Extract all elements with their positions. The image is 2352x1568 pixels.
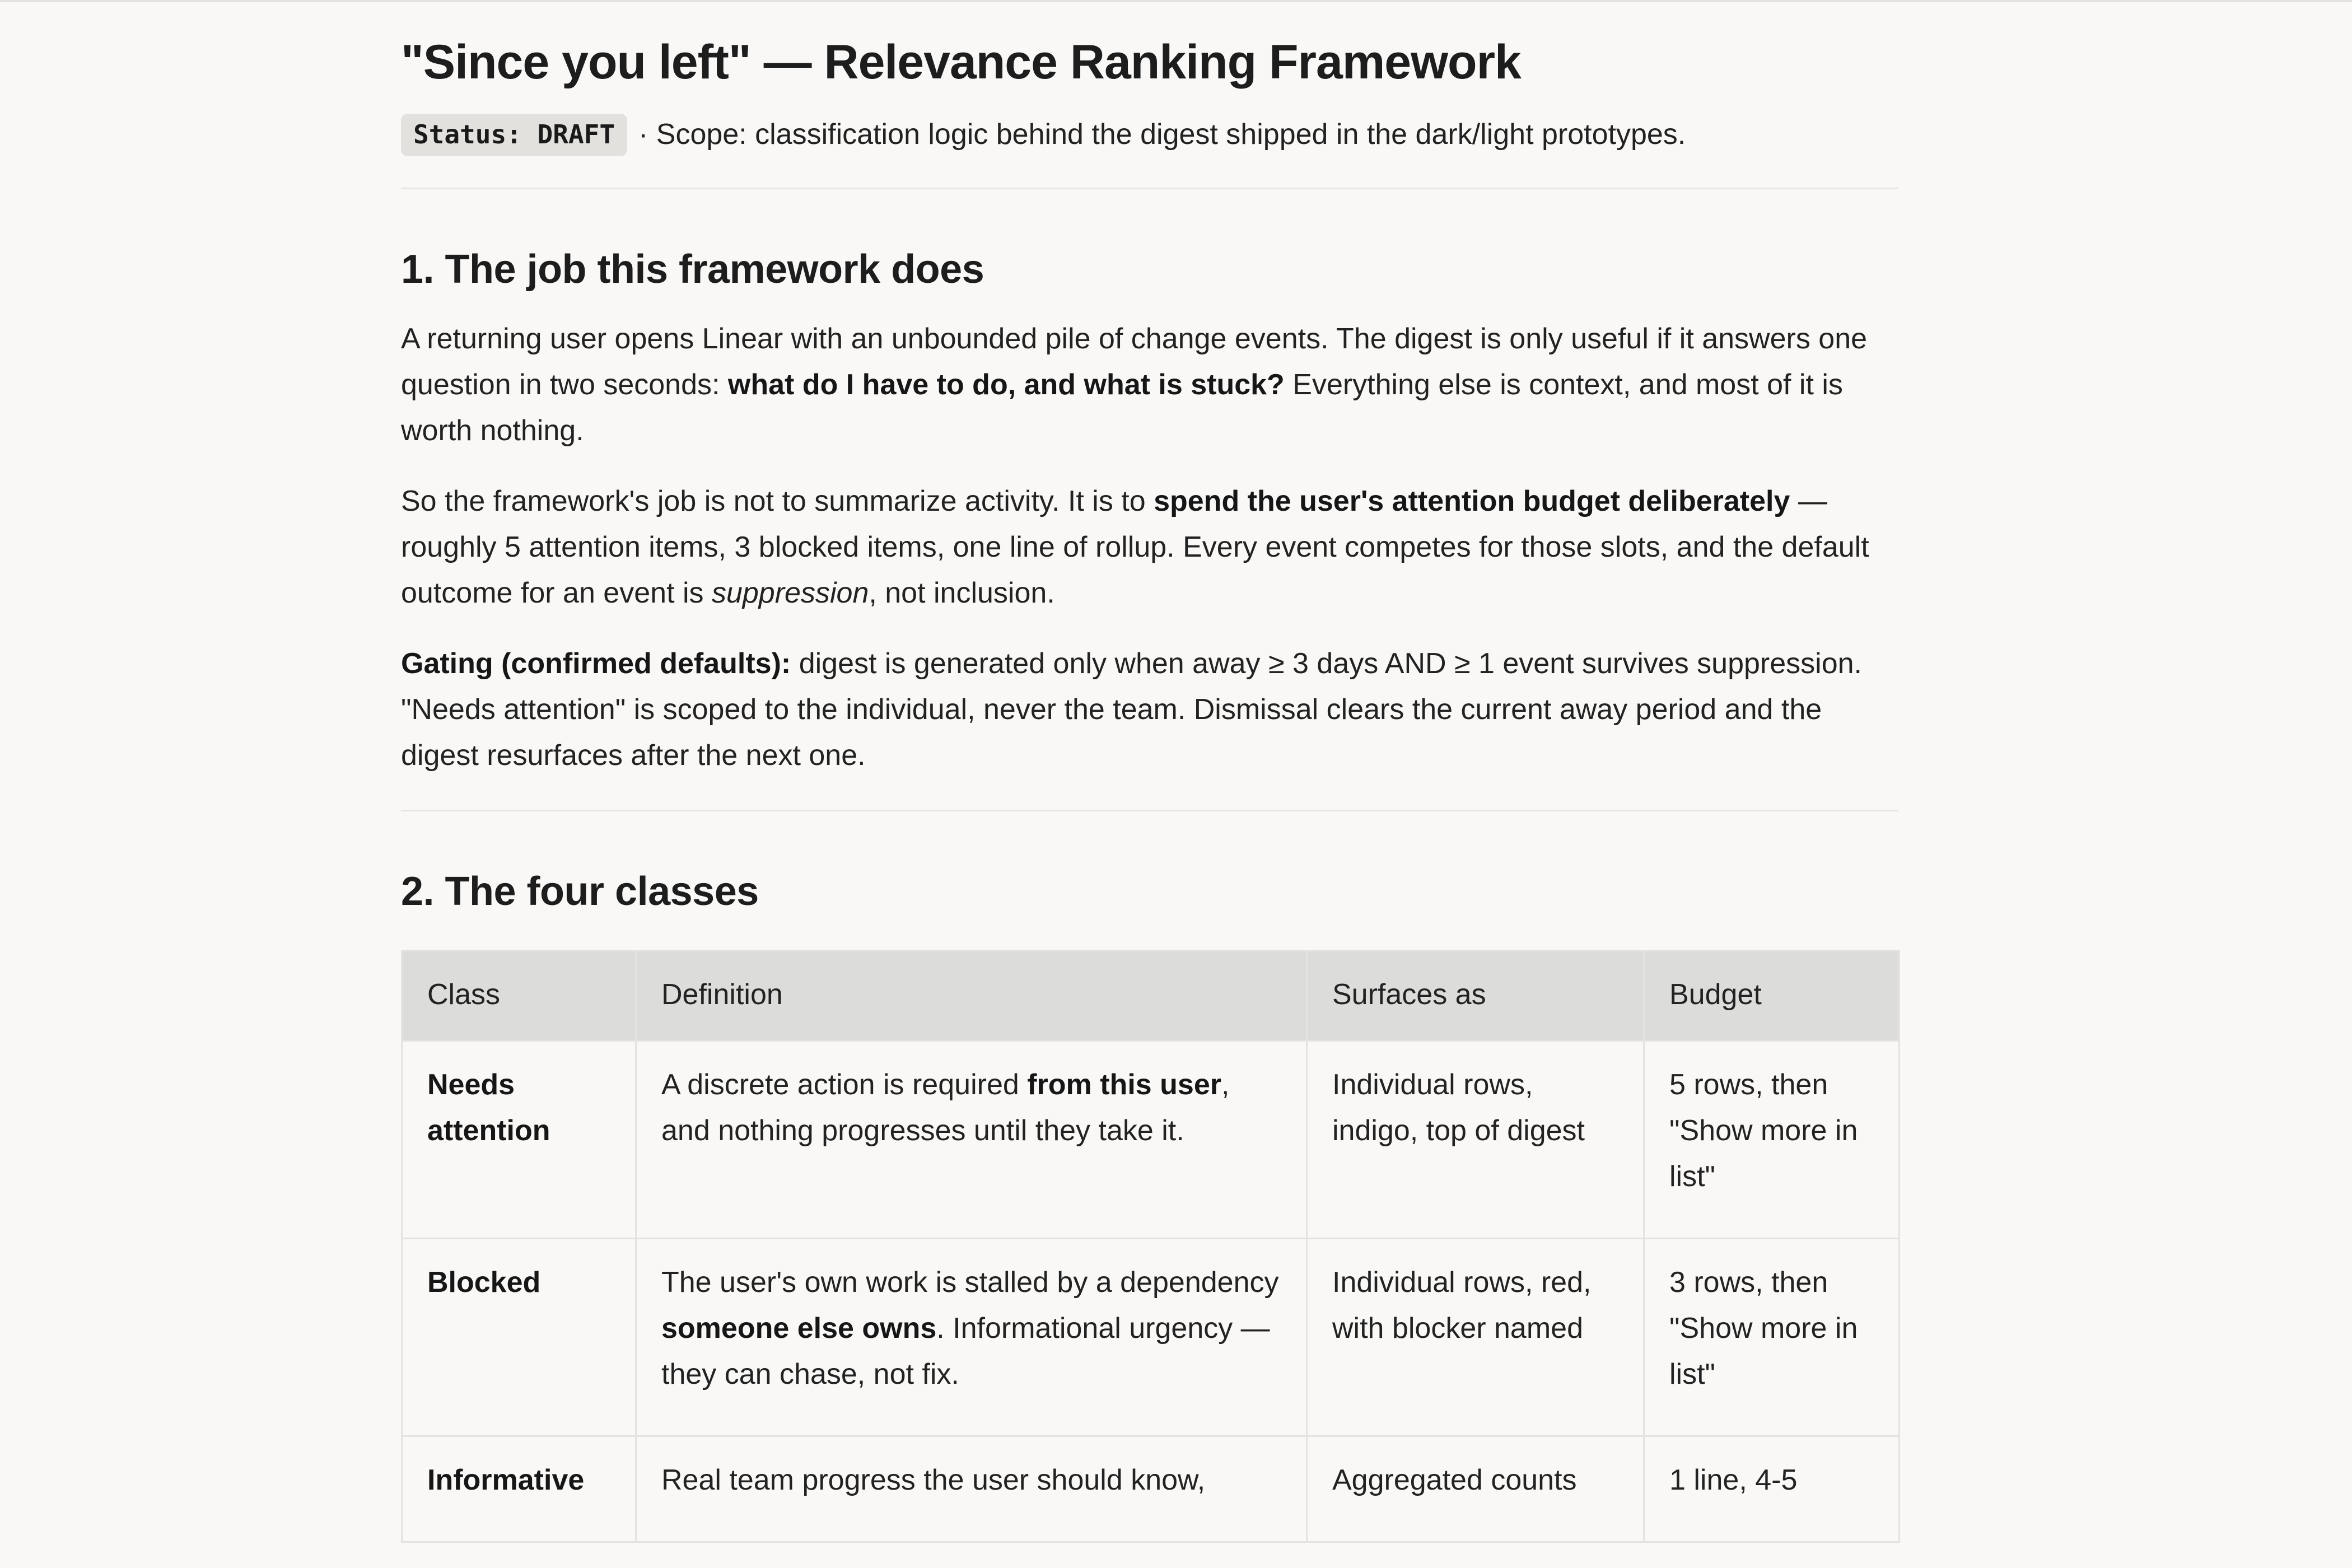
bold-text: spend the user's attention budget deliberately — [1154, 485, 1790, 518]
column-header: Definition — [636, 950, 1307, 1040]
bold-text: Gating (confirmed defaults): — [401, 647, 791, 680]
budget-cell: 3 rows, then "Show more in list" — [1644, 1238, 1900, 1436]
italic-text: suppression — [711, 577, 869, 610]
table-row — [402, 1436, 1900, 1542]
text-run: digest is generated only when away ≥ 3 days AND ≥ 1 event survives suppression. "Needs attention" is scoped to the individual, never the team. Dismissal clears the current away period and the digest resurfaces after the next one. — [401, 647, 1863, 772]
definition-cell — [636, 1436, 1307, 1542]
text-run: , and nothing progresses until they take it. — [661, 1068, 1230, 1147]
text-run: The user's own work is stalled by a dependency — [661, 1266, 1279, 1299]
section-1-heading: 1. The job this framework does — [401, 246, 984, 292]
table-row — [402, 1238, 1900, 1436]
text-run: — roughly 5 attention items, 3 blocked items, one line of rollup. Every event competes for those slots, and the default outcome for an event is — [401, 485, 1869, 610]
section-1-paragraph-2 — [401, 478, 1898, 616]
section-2-heading: 2. The four classes — [401, 869, 759, 914]
surface-cell: Individual rows, indigo, top of digest — [1307, 1040, 1644, 1238]
text-run: So the framework's job is not to summarize activity. It is to — [401, 485, 1154, 518]
class-cell: Needs attention — [402, 1040, 636, 1238]
scope-text: · Scope: classification logic behind the digest shipped in the dark/light prototypes. — [638, 118, 1686, 151]
document — [401, 34, 1898, 1543]
column-header: Budget — [1644, 950, 1900, 1040]
table-row — [402, 1040, 1900, 1238]
column-header: Class — [402, 950, 636, 1040]
top-border — [0, 0, 2352, 2]
text-run: Real team progress the user should know, — [661, 1463, 1206, 1496]
divider — [401, 810, 1898, 811]
gating-paragraph — [401, 641, 1898, 778]
budget-cell: 1 line, 4-5 — [1644, 1436, 1900, 1542]
class-cell: Informative — [402, 1436, 636, 1542]
divider — [401, 188, 1898, 189]
doc-meta — [401, 114, 1898, 156]
text-run: A discrete action is required — [661, 1068, 1028, 1101]
definition-cell — [636, 1040, 1307, 1238]
definition-cell — [636, 1238, 1307, 1436]
surface-cell: Aggregated counts — [1307, 1436, 1644, 1542]
budget-cell: 5 rows, then "Show more in list" — [1644, 1040, 1900, 1238]
column-header: Surfaces as — [1307, 950, 1644, 1040]
class-cell: Blocked — [402, 1238, 636, 1436]
page-title: "Since you left" — Relevance Ranking Framework — [401, 35, 1521, 89]
text-run: A returning user opens Linear with an unbounded pile of change events. The digest is only useful if it answers one question in two seconds: — [401, 323, 1868, 402]
classes-table — [401, 950, 1900, 1543]
bold-text: what do I have to do, and what is stuck? — [727, 368, 1285, 402]
text-run: Everything else is context, and most of it is worth nothing. — [401, 368, 1843, 447]
status-badge: Status: DRAFT — [401, 114, 627, 156]
bold-text: someone else owns — [661, 1312, 937, 1345]
table-header-row — [402, 950, 1900, 1040]
text-run: , not inclusion. — [869, 577, 1055, 610]
text-run: . Informational urgency — they can chase, not fix. — [661, 1312, 1270, 1390]
bold-text: from this user — [1027, 1068, 1221, 1101]
surface-cell: Individual rows, red, with blocker named — [1307, 1238, 1644, 1436]
section-1-paragraph-1 — [401, 316, 1898, 454]
